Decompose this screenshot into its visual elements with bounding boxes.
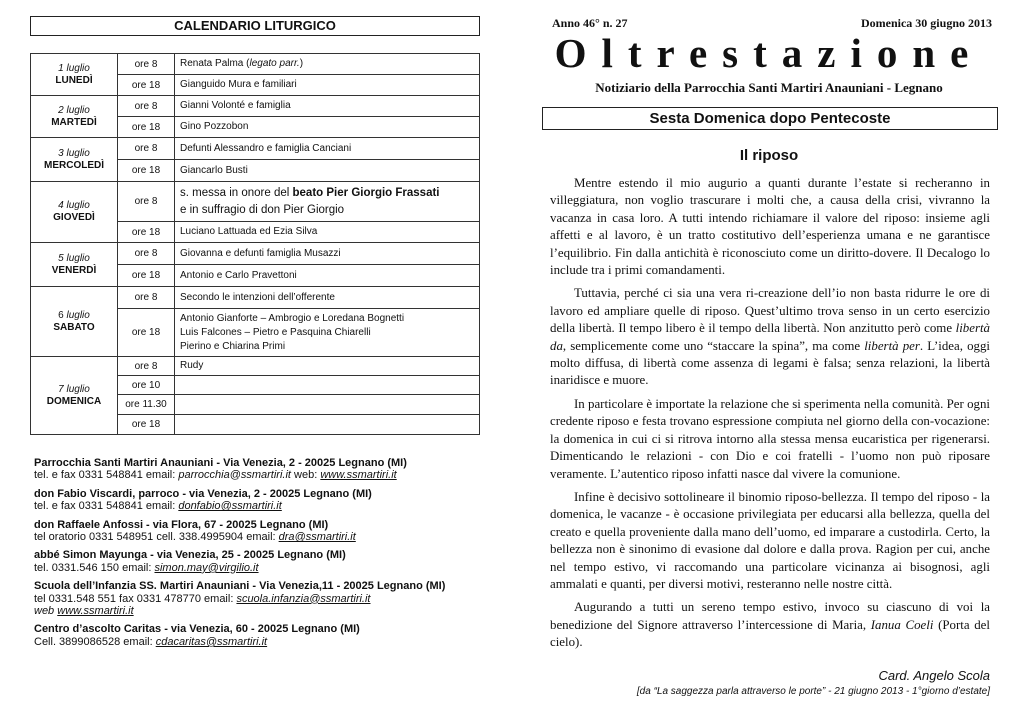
intention-cell [175, 395, 480, 415]
paragraph: In particolare è importate la relazione che si sperimenta nella comunità. Per ogni credente riposo e festa trovano espressione compiuta nel giorno della con-vocazione: la domenica in cui ci si ritrova intorno alla stessa mensa eucaristica per rigenerarsi. Dimenticando le relazioni - con Dio e coi fratelli - l’uomo non può riposare veramente. L’autentico riposo infatti nasce dal vivere la comunione. [550, 396, 990, 481]
intention-cell: Gino Pozzobon [175, 117, 480, 138]
hour-cell: ore 18 [118, 160, 175, 182]
day-cell: 4 luglio GIOVEDÌ [31, 182, 118, 243]
hour-cell: ore 8 [118, 357, 175, 376]
table-row [31, 287, 480, 309]
intention-cell: s. messa in onore del beato Pier Giorgio Frassati e in suffragio di don Pier Giorgio [175, 182, 480, 222]
intention-cell: Giovanna e defunti famiglia Musazzi [175, 243, 480, 265]
intention-cell: Gianni Volonté e famiglia [175, 96, 480, 117]
email-link[interactable]: donfabio@ssmartiri.it [178, 500, 282, 513]
issue-date: Domenica 30 giugno 2013 [860, 16, 992, 30]
intention-cell: Luciano Lattuada ed Ezia Silva [175, 222, 480, 243]
paragraph: Infine è decisivo sottolineare il binomio riposo-bellezza. Il tempo del riposo - la domenica, le vacanze - è occasione privilegiata per educarsi alla bellezza, quella del creato e quella proveniente dalla mano dell’uomo, ed imparare a custodirla. Certo, la bellezza non è sinonimo di evasione dal dolore e dalla prova. Ragion per cui, anche nel tempo estivo, vi raccomando una particolare vicinanza ai bisognosi, agli ammalati e quanti, per diversi motivi, resteranno nelle nostre città. [550, 489, 990, 591]
hour-cell: ore 18 [118, 309, 175, 357]
intention-cell: Renata Palma (legato parr.) [175, 54, 480, 75]
email-link[interactable]: cdacaritas@ssmartiri.it [155, 635, 268, 648]
table-row [31, 96, 480, 117]
contact-parish: Parrocchia Santi Martiri Anauniani - Via Venezia, 2 - 20025 Legnano (MI) tel. e fax 0331 548841 email: parrocchia@ssmartiri.it web: www.ssmartiri.it [34, 457, 407, 482]
intention-cell: Rudy [175, 357, 480, 376]
email-link[interactable]: simon.may@virgilio.it [154, 561, 259, 574]
intention-cell [175, 376, 480, 395]
contact-scuola: Scuola dell’Infanzia SS. Martiri Anauniani - Via Venezia,11 - 20025 Legnano (MI) tel 0331.548 551 fax 0331 478770 email: scuola.infanzia@ssmartiri.it web www.ssmartiri.it [34, 580, 446, 618]
contacts-block [34, 457, 484, 654]
intention-cell: Gianguido Mura e familiari [175, 75, 480, 96]
hour-cell: ore 18 [118, 75, 175, 96]
paragraph: Tuttavia, perché ci sia una vera ri-creazione dell’io non basta ridurre le ore di lavoro ed ampliare quelle di riposo. Quest’ultimo trova senso in un certo esercizio della libertà. Il tempo libero è il tempo della libertà. Non anzitutto però come libertà da, semplicemente come uno “staccare la spina”, ma come libertà per. L’idea, oggi molto diffusa, di libertà come assenza di legami è falsa; senza relazioni, la libertà inaridisce e muore. [550, 286, 991, 388]
table-row [31, 54, 480, 75]
table-row [31, 182, 480, 222]
intention-cell: Antonio e Carlo Pravettoni [175, 265, 480, 287]
source-note: [da “La saggezza parla attraverso le porte” - 21 giugno 2013 - 1°giorno d’estate] [636, 686, 990, 697]
hour-cell: ore 11.30 [118, 395, 175, 415]
web-link[interactable]: www.ssmartiri.it [320, 469, 397, 482]
hour-cell: ore 8 [118, 243, 175, 265]
calendar-table [30, 53, 480, 435]
hour-cell: ore 10 [118, 376, 175, 395]
right-page [540, 0, 998, 724]
hour-cell: ore 8 [118, 138, 175, 160]
sunday-title: Sesta Domenica dopo Pentecoste [542, 107, 998, 130]
day-cell: 1 luglio LUNEDÌ [31, 54, 118, 96]
issue-number: Anno 46° n. 27 [552, 16, 628, 30]
contact-parroco: don Fabio Viscardi, parroco - via Venezia, 2 - 20025 Legnano (MI) tel. e fax 0331 548841 email: donfabio@ssmartiri.it [34, 487, 372, 513]
day-cell: 5 luglio VENERDÌ [31, 243, 118, 287]
masthead: Oltrestazione [554, 30, 984, 76]
calendar-title: CALENDARIO LITURGICO [30, 16, 480, 36]
hour-cell: ore 8 [118, 287, 175, 309]
left-page [30, 0, 480, 724]
contact-caritas: Centro d’ascolto Caritas - via Venezia, 60 - 20025 Legnano (MI) Cell. 3899086528 email: cdacaritas@ssmartiri.it [34, 623, 360, 648]
intention-cell: Giancarlo Busti [175, 160, 480, 182]
hour-cell: ore 8 [118, 54, 175, 75]
contact-anfossi: don Raffaele Anfossi - via Flora, 67 - 20025 Legnano (MI) tel oratorio 0331 548951 cell. 338.4995904 email: dra@ssmartiri.it [34, 518, 356, 544]
email-link[interactable]: scuola.infanzia@ssmartiri.it [236, 592, 371, 605]
signature: Card. Angelo Scola [878, 668, 990, 683]
day-cell: 6 luglio SABATO [31, 287, 118, 357]
paragraph: Mentre estendo il mio augurio a quanti durante l’estate si recheranno in villeggiatura, non voglio trascurare i molti che, a causa della crisi, vivranno la vacanza in casa loro. A tutti intendo richiamare il valore del riposo: insieme agli affetti e al lavoro, è un tratto costitutivo dell’esperienza umana e ne garantisce l’equilibrio. Fin dalla antichità è riconosciuto come un diritto-dovere. Il Decalogo lo include tra i primi comandamenti. [550, 176, 990, 278]
hour-cell: ore 8 [118, 182, 175, 222]
hour-cell: ore 8 [118, 96, 175, 117]
masthead-subtitle: Notiziario della Parrocchia Santi Martiri Anauniani - Legnano [595, 80, 943, 95]
email-link[interactable]: parrocchia@ssmartiri.it [178, 469, 291, 482]
table-row [31, 243, 480, 265]
intention-cell: Secondo le intenzioni dell’offerente [175, 287, 480, 309]
article-title: Il riposo [739, 147, 799, 164]
table-row [31, 357, 480, 376]
intention-cell: Antonio Gianforte – Ambrogio e Loredana Bognetti Luis Falcones – Pietro e Pasquina Chiarelli Pierino e Chiarina Primi [175, 309, 480, 357]
email-link[interactable]: dra@ssmartiri.it [278, 531, 356, 544]
table-row [31, 138, 480, 160]
hour-cell: ore 18 [118, 415, 175, 435]
intention-cell [175, 415, 480, 435]
day-cell: 3 luglio MERCOLEDÌ [31, 138, 118, 182]
hour-cell: ore 18 [118, 265, 175, 287]
intention-cell: Defunti Alessandro e famiglia Canciani [175, 138, 480, 160]
paragraph: Augurando a tutti un sereno tempo estivo, invoco su ciascuno di voi la benedizione del Signore attraverso l’intercessione di Maria, Ianua Coeli (Porta del cielo). [550, 600, 990, 650]
contact-mayunga: abbé Simon Mayunga - via Venezia, 25 - 20025 Legnano (MI) tel. 0331.546 150 email: simon.may@virgilio.it [34, 549, 346, 574]
hour-cell: ore 18 [118, 117, 175, 138]
article-body [550, 175, 990, 658]
day-cell: 7 luglio DOMENICA [31, 357, 118, 435]
web-link[interactable]: www.ssmartiri.it [57, 605, 134, 618]
hour-cell: ore 18 [118, 222, 175, 243]
day-cell: 2 luglio MARTEDÌ [31, 96, 118, 138]
